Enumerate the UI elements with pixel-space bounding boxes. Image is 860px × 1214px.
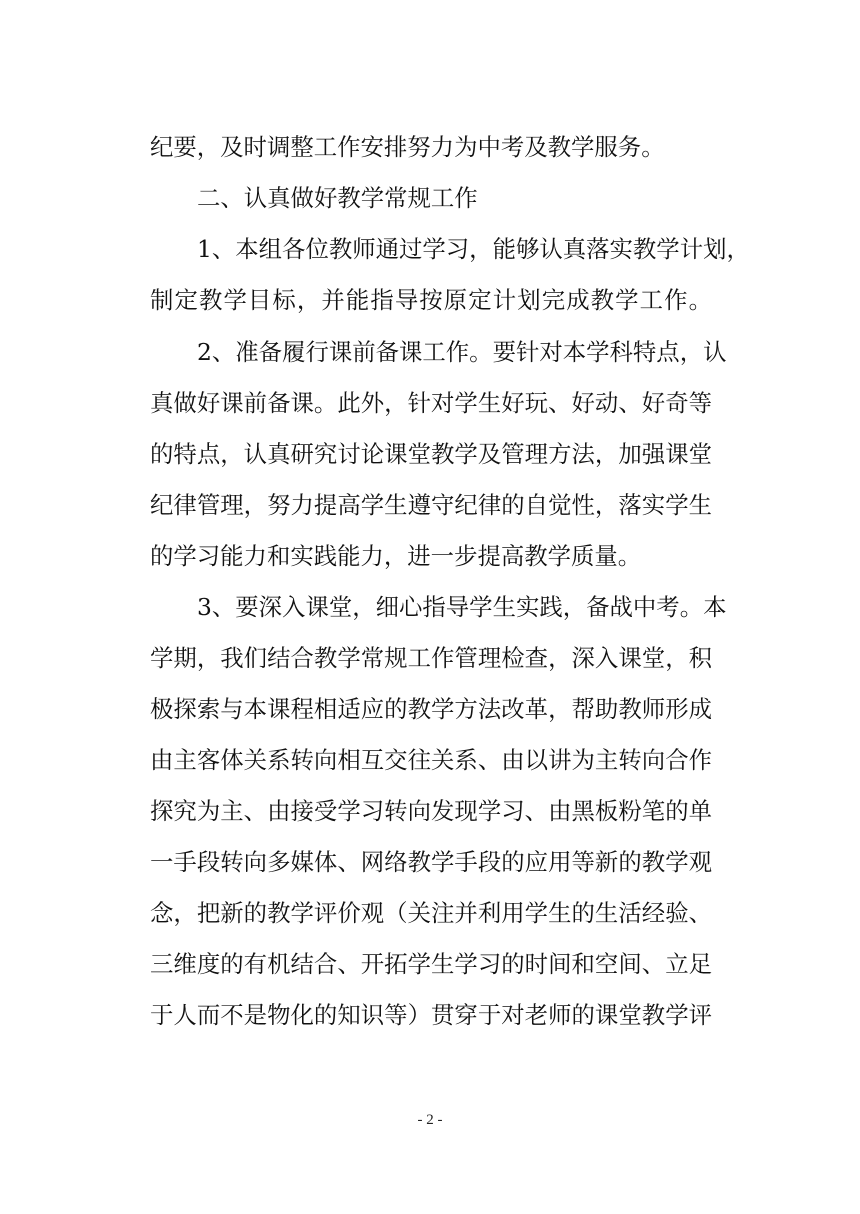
- text-line-5: 2、准备履行课前备课工作。要针对本学科特点，认: [197, 338, 727, 366]
- text-line-13: 由主客体关系转向相互交往关系、由以讲为主转向合作: [150, 746, 712, 774]
- page-number: - 2 -: [417, 1112, 443, 1128]
- text-line-15: 一手段转向多媒体、网络教学手段的应用等新的教学观: [150, 848, 712, 876]
- text-line-6: 真做好课前备课。此外，针对学生好玩、好动、好奇等: [150, 389, 712, 417]
- text-line-11: 学期，我们结合教学常规工作管理检查，深入课堂，积: [150, 644, 712, 672]
- text-line-4: 制定教学目标，并能指导按原定计划完成教学工作。: [150, 286, 712, 314]
- text-line-3: 1、本组各位教师通过学习，能够认真落实教学计划，: [197, 235, 750, 263]
- text-line-12: 极探索与本课程相适应的教学方法改革，帮助教师形成: [150, 695, 712, 723]
- text-line-18: 于人而不是物化的知识等）贯穿于对老师的课堂教学评: [150, 1001, 712, 1029]
- text-line-7: 的特点，认真研究讨论课堂教学及管理方法，加强课堂: [150, 440, 712, 468]
- text-line-14: 探究为主、由接受学习转向发现学习、由黑板粉笔的单: [150, 797, 712, 825]
- text-line-9: 的学习能力和实践能力，进一步提高教学质量。: [150, 542, 642, 570]
- text-line-10: 3、要深入课堂，细心指导学生实践，备战中考。本: [197, 593, 727, 621]
- text-line-17: 三维度的有机结合、开拓学生学习的时间和空间、立足: [150, 950, 712, 978]
- text-line-8: 纪律管理，努力提高学生遵守纪律的自觉性，落实学生: [150, 491, 712, 519]
- text-line-1: 纪要，及时调整工作安排努力为中考及教学服务。: [150, 133, 665, 161]
- text-line-16: 念，把新的教学评价观（关注并利用学生的生活经验、: [150, 899, 712, 927]
- section-heading: 二、认真做好教学常规工作: [197, 184, 478, 212]
